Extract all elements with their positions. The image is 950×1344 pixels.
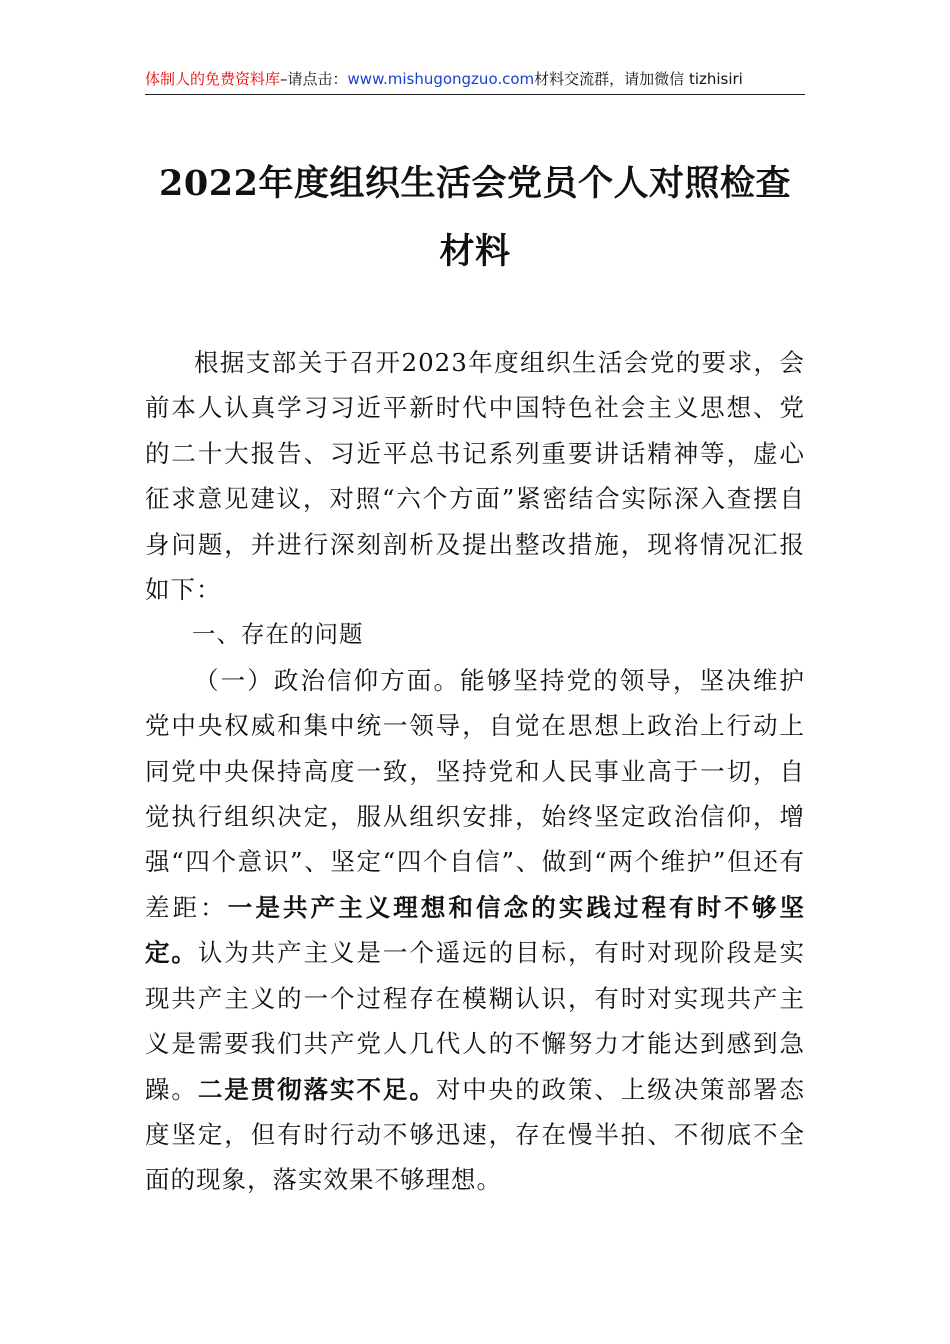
point2-heading: 二是贯彻落实不足。: [197, 1074, 436, 1104]
item-paragraph: [145, 658, 805, 1203]
header-contact: 材料交流群，请加微信 tizhisiri: [534, 70, 743, 88]
point2-text: 对中央的政策、上级决策部署态度坚定，但有时行动不够迅速，存在慢半拍、不彻底不全面的现象，落实效果不够理想。: [145, 1074, 805, 1195]
point1-heading: 一是共产主义理想和信念的实践过程有时不够坚定。: [145, 892, 806, 968]
document-title: 2022年度组织生活会党员个人对照检查材料: [159, 163, 791, 272]
point1-text: 认为共产主义是一个遥远的目标，有时对现阶段是实现共产主义的一个过程存在模糊认识，有时对实现共产主义是需要我们共产党人几代人的不懈努力才能达到感到急躁。: [145, 938, 805, 1104]
page-header: [145, 68, 805, 94]
item-lead: （一）政治信仰方面。: [194, 665, 461, 695]
header-divider: [145, 94, 805, 95]
intro-paragraph: 根据支部关于召开2023年度组织生活会党的要求，会前本人认真学习习近平新时代中国特色社会主义思想、党的二十大报告、习近平总书记系列重要讲话精神等，虚心征求意见建议，对照“六个方面”紧密结合实际深入查摆自身问题，并进行深刻剖析及提出整改措施，现将情况汇报如下：: [145, 348, 805, 605]
header-site-name: 体制人的免费资料库: [145, 70, 281, 88]
section-heading: 一、存在的问题: [192, 620, 364, 649]
header-click-prompt: –请点击：: [280, 70, 348, 88]
item-text: 能够坚持党的领导，坚决维护党中央权威和集中统一领导，自觉在思想上政治上行动上同党中央保持高度一致，坚持党和人民事业高于一切，自觉执行组织决定，服从组织安排，始终坚定政治信仰，增强“四个意识”、坚定“四个自信”、做到“两个维护”但还有差距：: [145, 665, 806, 922]
header-url-link[interactable]: www.mishugongzuo.com: [347, 70, 535, 88]
document-body: [145, 340, 805, 1203]
